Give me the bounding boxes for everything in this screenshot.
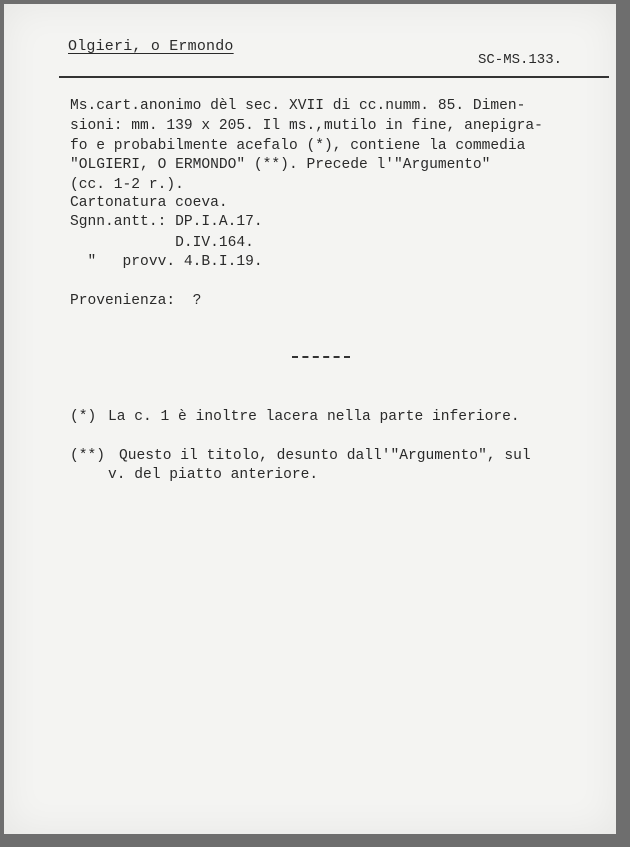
- typescript-page: [4, 4, 616, 834]
- footnote-2-text: Questo il titolo, desunto dall'"Argumento", sul: [119, 448, 531, 464]
- section-separator: [292, 356, 350, 358]
- document-title: Olgieri, o Ermondo: [68, 38, 234, 55]
- old-shelfmarks-line: " provv. 4.B.I.19.: [70, 254, 263, 270]
- description-line: "OLGIERI, O ERMONDO" (**). Precede l'"Argumento": [70, 157, 491, 173]
- provenance-line: Provenienza: ?: [70, 293, 202, 309]
- old-shelfmarks-line: D.IV.164.: [70, 235, 254, 251]
- description-line: Ms.cart.anonimo dèl sec. XVII di cc.numm. 85. Dimen-: [70, 98, 526, 114]
- shelfmark-number: SC-MS.133.: [478, 52, 563, 68]
- binding-line: Cartonatura coeva.: [70, 195, 228, 211]
- footnote-2-text: v. del piatto anteriore.: [108, 467, 319, 483]
- header-rule: [59, 76, 609, 78]
- description-line: fo e probabilmente acefalo (*), contiene la commedia: [70, 138, 526, 154]
- description-line: sioni: mm. 139 x 205. Il ms.,mutilo in fine, anepigra-: [70, 118, 543, 134]
- description-line: (cc. 1-2 r.).: [70, 177, 184, 193]
- footnote-1-text: La c. 1 è inoltre lacera nella parte inferiore.: [108, 409, 520, 425]
- footnote-2-marker: (**): [70, 448, 106, 464]
- footnote-1-marker: (*): [70, 409, 97, 425]
- old-shelfmarks-line: Sgnn.antt.: DP.I.A.17.: [70, 214, 263, 230]
